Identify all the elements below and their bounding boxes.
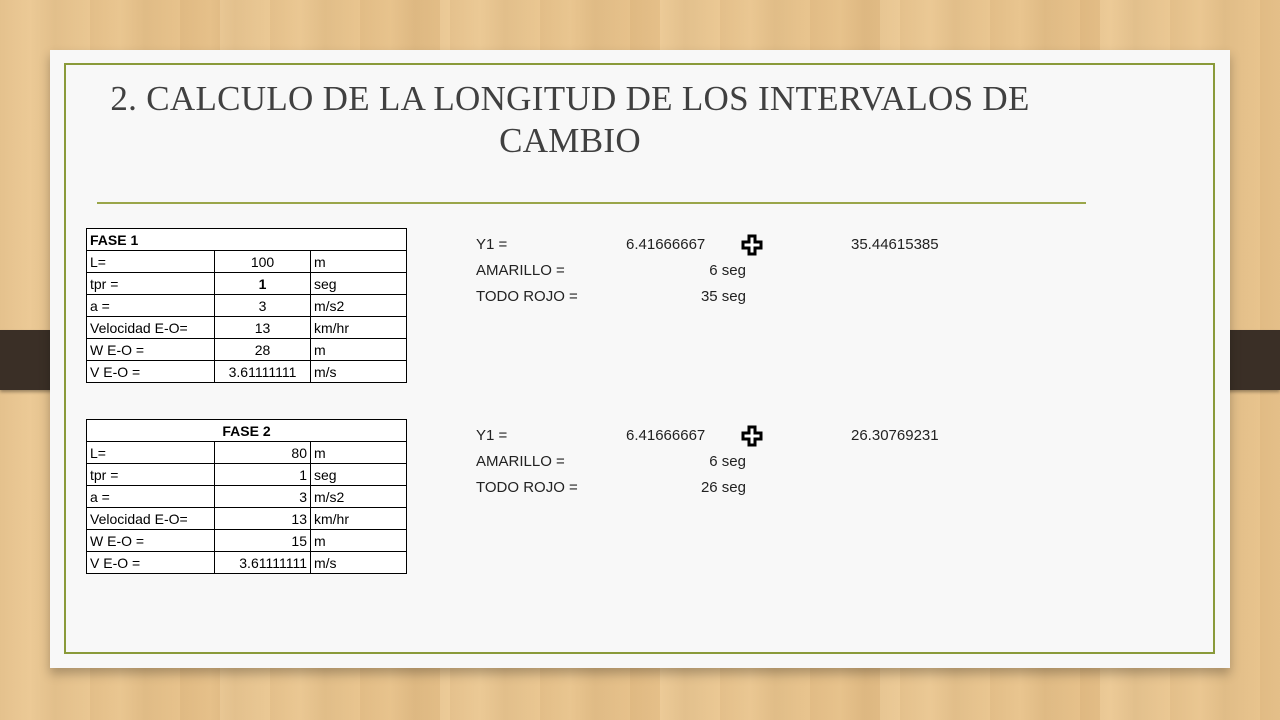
row-label: W E-O = <box>87 339 215 361</box>
row-label: a = <box>87 295 215 317</box>
fase1-table <box>86 228 407 383</box>
row-unit: m <box>311 339 407 361</box>
row-unit: km/hr <box>311 317 407 339</box>
row-value: 3.61111111 <box>215 361 311 383</box>
todo-rojo-label: TODO ROJO = <box>476 288 578 305</box>
table-row <box>87 361 407 383</box>
row-unit: m <box>311 251 407 273</box>
table-row <box>87 508 407 530</box>
row-label: W E-O = <box>87 530 215 552</box>
todo-rojo-value: 26 seg <box>700 479 746 496</box>
todo-rojo-label: TODO ROJO = <box>476 479 578 496</box>
row-value: 3.61111111 <box>215 552 311 574</box>
row-value: 3 <box>215 295 311 317</box>
table-row <box>87 273 407 295</box>
row-value: 28 <box>215 339 311 361</box>
amarillo-value: 6 seg <box>709 262 746 279</box>
amarillo-value: 6 seg <box>709 453 746 470</box>
y1-value: 6.41666667 <box>626 236 706 253</box>
row-value: 1 <box>215 273 311 295</box>
row-label: tpr = <box>87 273 215 295</box>
row-unit: km/hr <box>311 508 407 530</box>
row-unit: m/s <box>311 552 407 574</box>
row-label: tpr = <box>87 464 215 486</box>
row-label: Velocidad E-O= <box>87 508 215 530</box>
table-row <box>87 552 407 574</box>
row-value: 13 <box>215 508 311 530</box>
todo-rojo-value: 35 seg <box>700 288 746 305</box>
table-row <box>87 251 407 273</box>
row-unit: seg <box>311 464 407 486</box>
y1-label: Y1 = <box>476 427 508 444</box>
row-unit: m/s2 <box>311 486 407 508</box>
table-row <box>87 317 407 339</box>
row-value: 15 <box>215 530 311 552</box>
row-value: 80 <box>215 442 311 464</box>
y1-result: 35.44615385 <box>851 236 939 253</box>
row-unit: m <box>311 442 407 464</box>
row-value: 13 <box>215 317 311 339</box>
y1-label: Y1 = <box>476 236 508 253</box>
fase1-header: FASE 1 <box>87 229 407 251</box>
plus-icon <box>741 425 763 447</box>
slide-title: 2. CALCULO DE LA LONGITUD DE LOS INTERVALOS DE CAMBIO <box>110 79 1030 160</box>
row-value: 1 <box>215 464 311 486</box>
row-unit: m/s <box>311 361 407 383</box>
table-header-row <box>87 420 407 442</box>
y1-result: 26.30769231 <box>851 427 939 444</box>
row-value: 100 <box>215 251 311 273</box>
fase2-table <box>86 419 407 574</box>
row-label: V E-O = <box>87 361 215 383</box>
row-value: 3 <box>215 486 311 508</box>
fase2-header: FASE 2 <box>87 420 407 442</box>
row-unit: m/s2 <box>311 295 407 317</box>
fase2-calculation <box>476 427 1036 507</box>
table-header-row <box>87 229 407 251</box>
row-label: L= <box>87 251 215 273</box>
row-label: a = <box>87 486 215 508</box>
title-divider <box>97 202 1086 204</box>
row-label: L= <box>87 442 215 464</box>
plus-icon <box>741 234 763 256</box>
table-row <box>87 530 407 552</box>
fase1-calculation <box>476 236 1036 316</box>
y1-value: 6.41666667 <box>626 427 706 444</box>
row-unit: m <box>311 530 407 552</box>
row-label: Velocidad E-O= <box>87 317 215 339</box>
table-row <box>87 464 407 486</box>
amarillo-label: AMARILLO = <box>476 262 565 279</box>
amarillo-label: AMARILLO = <box>476 453 565 470</box>
table-row <box>87 295 407 317</box>
row-unit: seg <box>311 273 407 295</box>
table-row <box>87 442 407 464</box>
row-label: V E-O = <box>87 552 215 574</box>
table-row <box>87 339 407 361</box>
table-row <box>87 486 407 508</box>
